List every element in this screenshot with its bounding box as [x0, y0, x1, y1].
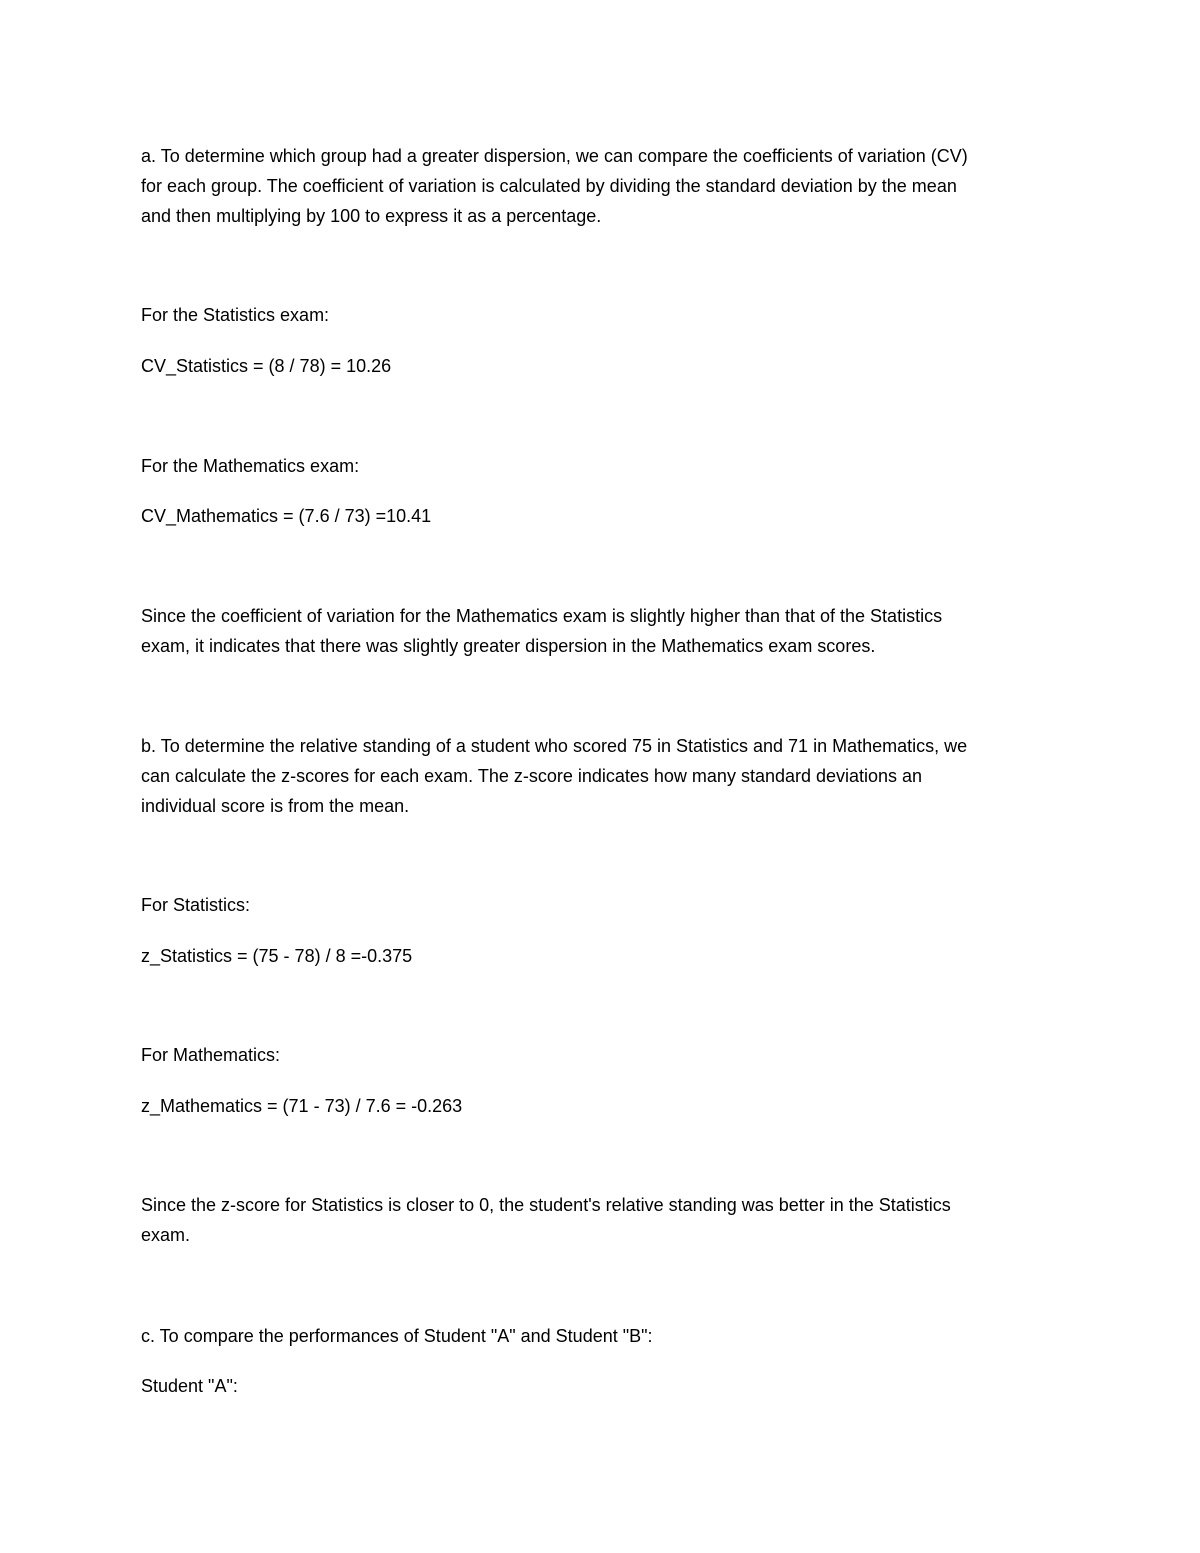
part-c-student-a-heading: Student "A":	[141, 1376, 238, 1396]
part-b-intro-line-1: b. To determine the relative standing of a student who scored 75 in Statistics and 71 in Mathematics, we	[141, 736, 968, 756]
part-b-conclusion-line-1: Since the z-score for Statistics is closer to 0, the student's relative standing was better in the Statistics	[141, 1195, 951, 1215]
part-b-statistics-formula: z_Statistics = (75 - 78) / 8 =-0.375	[141, 946, 413, 966]
part-b-statistics-heading: For Statistics:	[141, 895, 251, 915]
part-a-conclusion-line-1: Since the coefficient of variation for the Mathematics exam is slightly higher than that of the Statistics	[141, 606, 943, 626]
part-a-intro-line-3: and then multiplying by 100 to express it as a percentage.	[141, 206, 602, 226]
part-a-intro-line-2: for each group. The coefficient of variation is calculated by dividing the standard deviation by the mean	[141, 176, 957, 196]
part-a-intro-line-1: a. To determine which group had a greater dispersion, we can compare the coefficients of variation (CV)	[141, 146, 968, 166]
part-b-mathematics-heading: For Mathematics:	[141, 1045, 281, 1065]
part-b-conclusion-line-2: exam.	[141, 1225, 191, 1245]
part-a-statistics-formula: CV_Statistics = (8 / 78) = 10.26	[141, 356, 392, 376]
part-b-intro-line-3: individual score is from the mean.	[141, 796, 410, 816]
part-b-intro-line-2: can calculate the z-scores for each exam. The z-score indicates how many standard deviations an	[141, 766, 923, 786]
part-c-intro: c. To compare the performances of Student "A" and Student "B":	[141, 1326, 653, 1346]
part-a-mathematics-formula: CV_Mathematics = (7.6 / 73) =10.41	[141, 506, 432, 526]
part-a-statistics-heading: For the Statistics exam:	[141, 305, 330, 325]
part-b-mathematics-formula: z_Mathematics = (71 - 73) / 7.6 = -0.263	[141, 1096, 463, 1116]
part-a-mathematics-heading: For the Mathematics exam:	[141, 456, 360, 476]
part-a-conclusion-line-2: exam, it indicates that there was slightly greater dispersion in the Mathematics exam scores.	[141, 636, 876, 656]
